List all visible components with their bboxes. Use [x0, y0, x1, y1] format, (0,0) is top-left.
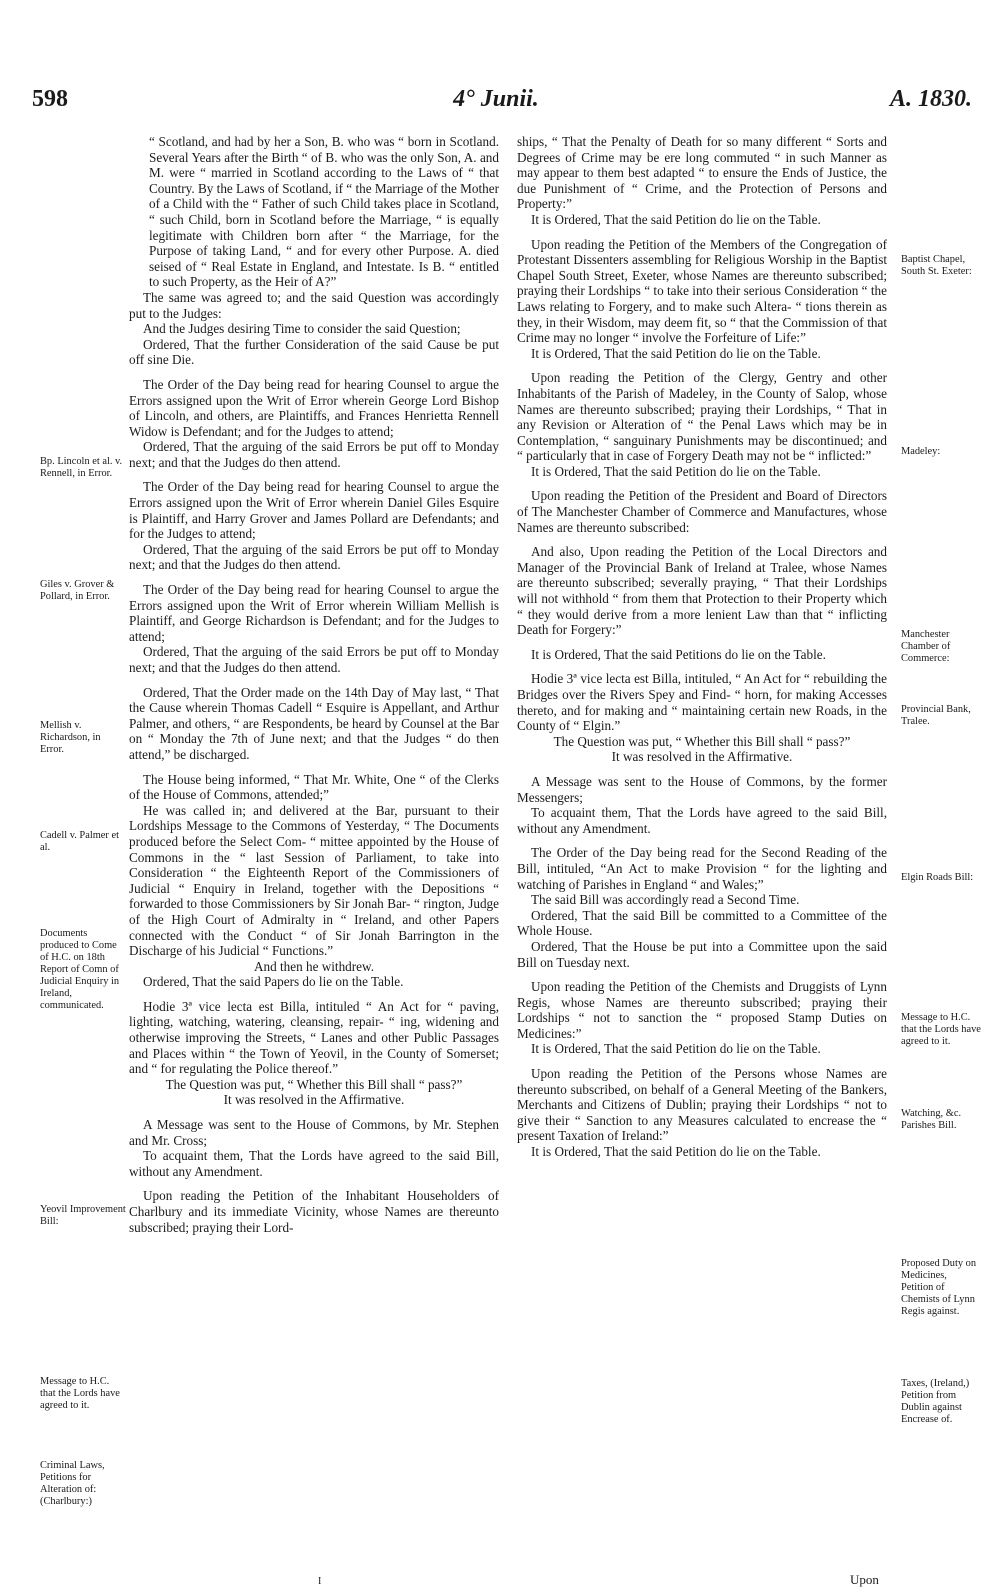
- paragraph: Upon reading the Petition of the Members of the Congregation of Protestant Dissenters assembling for Religious Worship in the Baptist Chapel South Street, Exeter, whose Names are thereunto subscribed; praying their Lordships “ to take into their serious Consideration “ the Laws relating to Forgery, and to make such Altera- “ tions therein as they, in their Wisdom, may deem fit, so “ that the Commission of that Crime may no longer “ involve the Forfeiture of Life:”: [517, 236, 887, 346]
- margin-note: Taxes, (Ireland,) Petition from Dublin against Encrease of.: [901, 1378, 970, 1425]
- paragraph: Upon reading the Petition of the Clergy, Gentry and other Inhabitants of the Parish of Madeley, in the County of Salop, whose Names are thereunto subscribed; praying their Lordships, “ That in any Revision or Alteration of “ the Penal Laws which may be in Contemplation, “ sanguinary Punishments may be discontinued; and “ particularly that in case of Forgery Death may not be “ inflicted:”: [517, 370, 887, 464]
- signature-mark: I: [318, 1576, 322, 1587]
- paragraph: It is Ordered, That the said Petition do lie on the Table.: [531, 211, 821, 227]
- paragraph: And then he withdrew.: [253, 958, 374, 974]
- documents-block: [129, 772, 499, 990]
- paragraph: A Message was sent to the House of Commons, by the former Messengers;: [517, 773, 887, 805]
- paragraph: Ordered, That the arguing of the said Errors be put off to Monday next; and that the Judges do then attend.: [129, 644, 499, 675]
- paragraph: Ordered, That the arguing of the said Errors be put off to Monday next; and that the Judges do then attend.: [129, 541, 499, 573]
- paragraph: A Message was sent to the House of Commons, by Mr. Stephen and Mr. Cross;: [129, 1117, 499, 1148]
- watching-bill-block: [517, 845, 887, 970]
- margin-note: Madeley:: [901, 446, 941, 457]
- margin-note: Cadell v. Palmer et al.: [40, 830, 119, 853]
- lynn-regis-block: [517, 979, 887, 1057]
- petitions-order-block: [517, 647, 887, 663]
- paragraph: Ordered, That the House be put into a Committee upon the said Bill on Tuesday next.: [517, 938, 887, 970]
- paragraph: The Question was put, “ Whether this Bill shall “ pass?”: [553, 733, 851, 749]
- paragraph: Ordered, That the said Papers do lie on the Table.: [143, 974, 404, 990]
- margin-note: Message to H.C. that the Lords have agreed to it.: [901, 1012, 981, 1047]
- paragraph: It is Ordered, That the said Petition do lie on the Table.: [531, 463, 821, 479]
- margin-note: Baptist Chapel, South St. Exeter:: [901, 254, 972, 277]
- giles-grover-block: [129, 479, 499, 573]
- paragraph: Hodie 3ª vice lecta est Billa, intituled “ An Act for “ paving, lighting, watching, watering, cleansing, repair- “ ing, widening and otherwise improving the Streets, “ Lanes and other Public Passages and Places within “ the Town of Yeovil, in the County of Somerset; and “ for regulating the Police thereof.”: [129, 998, 499, 1077]
- lincoln-rennell-block: [129, 377, 499, 471]
- margin-note: Documents produced to Come of H.C. on 18th Report of Comn of Judicial Enquiry in Ireland, communicated.: [40, 928, 120, 1011]
- paragraph: It was resolved in the Affirmative.: [223, 1092, 405, 1108]
- margin-note: Giles v. Grover & Pollard, in Error.: [40, 579, 115, 602]
- left-column: [129, 134, 499, 1244]
- paragraph: The Order of the Day being read for the Second Reading of the Bill, intituled, “An Act to make Provision “ for the lighting and watching of Parishes in England “ and Wales;”: [517, 845, 887, 892]
- mellish-richardson-block: [129, 582, 499, 676]
- dublin-block: [517, 1066, 887, 1160]
- paragraph: Ordered, That the said Bill be committed to a Committee of the Whole House.: [517, 907, 887, 939]
- paragraph: To acquaint them, That the Lords have agreed to the said Bill, without any Amendment.: [129, 1148, 499, 1179]
- margin-note: Elgin Roads Bill:: [901, 872, 974, 883]
- paragraph: He was called in; and delivered at the Bar, pursuant to their Lordships Message to the Commons of Yesterday, “ The Documents produced before the Select Com- “ mittee appointed by the House of Commons in the “ last Session of Parliament, to take into Consideration “ the Eighteenth Report of the Commissioners of Judicial “ Enquiry in Ireland, together with the Depositions “ forwarded to those Commissioners by Sir Jonah Bar- “ rington, Judge of the High Court of Admiralty in “ Ireland, and other Papers connected with the Conduct “ of Sir Jonah Barrington in the Discharge of his Judicial “ Functions.”: [129, 802, 499, 959]
- paragraph: Upon reading the Petition of the Inhabitant Householders of Charlbury and its immediate Vicinity, whose Names are thereunto subscribed; praying their Lord-: [129, 1188, 499, 1235]
- page-year: A. 1830.: [889, 86, 972, 112]
- paragraph: The House being informed, “ That Mr. White, One “ of the Clerks of the House of Commons, attended;”: [129, 771, 499, 803]
- scotland-question-block: [129, 134, 499, 368]
- margin-note: Bp. Lincoln et al. v. Rennell, in Error.: [40, 456, 123, 479]
- paragraph: To acquaint them, That the Lords have agreed to the said Bill, without any Amendment.: [517, 805, 887, 836]
- message-block: [517, 774, 887, 836]
- charlbury-block: [129, 1188, 499, 1235]
- paragraph: The Order of the Day being read for hearing Counsel to argue the Errors assigned upon the Writ of Error wherein William Mellish is Plaintiff, and George Richardson is Defendant; and for the Judges to attend;: [129, 582, 499, 644]
- question-text: “ Scotland, and had by her a Son, B. who was “ born in Scotland. Several Years after the Birth “ of B. who was the only Son, A. and M. were “ married in Scotland according to the Laws of “ that Country. By the Laws of Scotland, if “ the Marriage of the Mother of a Child with the “ Father of such Child takes place in Scotland, “ such Child, born in Scotland before the Marriage, “ is equally legitimate with Children born after “ the Marriage, for the Purpose of taking Land, “ and for every other Purpose. A. died seised of “ Real Estate in England, and Intestate. Is B. “ entitled to such Property, as the Heir of A?”: [149, 134, 499, 290]
- margin-note: Manchester Chamber of Commerce:: [901, 629, 951, 664]
- page-date-heading: 4° Junii.: [453, 86, 539, 112]
- paragraph: Upon reading the Petition of the Persons whose Names are thereunto subscribed, on behalf of a General Meeting of the Bankers, Merchants and Citizens of Dublin; praying their Lordships “ not to give their “ Sanction to any Measures calculated to encrease the “ present Taxation of Ireland:”: [517, 1066, 887, 1144]
- paragraph: The Question was put, “ Whether this Bill shall “ pass?”: [165, 1076, 463, 1092]
- paragraph: Ordered, That the arguing of the said Errors be put off to Monday next; and that the Judges do then attend.: [129, 439, 499, 470]
- margin-note: Watching, &c. Parishes Bill.: [901, 1108, 962, 1131]
- right-column: [517, 134, 887, 1169]
- tralee-block: [517, 544, 887, 638]
- charlbury-continued-block: [517, 134, 887, 228]
- paragraph: It is Ordered, That the said Petition do lie on the Table.: [531, 1144, 821, 1160]
- paragraph: Upon reading the Petition of the President and Board of Directors of The Manchester Chamber of Commerce and Manufactures, whose Names are thereunto subscribed:: [517, 488, 887, 535]
- paragraph: Hodie 3ª vice lecta est Billa, intituled, “ An Act for “ rebuilding the Bridges over the Rivers Spey and Find- “ horn, for making Accesses thereto, and for making and “ maintaining certain new Roads, in the County of “ Elgin.”: [517, 671, 887, 734]
- margin-note: Proposed Duty on Medicines, Petition of Chemists of Lynn Regis against.: [901, 1258, 977, 1317]
- cadell-palmer-block: [129, 685, 499, 763]
- margin-note: Yeovil Improvement Bill:: [40, 1204, 126, 1227]
- paragraph: It is Ordered, That the said Petitions do lie on the Table.: [531, 646, 826, 662]
- paragraph: The same was agreed to; and the said Question was accordingly put to the Judges:: [129, 289, 499, 321]
- catchword: Upon: [850, 1572, 879, 1587]
- margin-note: Criminal Laws, Petitions for Alteration of: (Charlbury:): [40, 1460, 105, 1507]
- margin-note: Message to H.C. that the Lords have agreed to it.: [40, 1376, 120, 1411]
- paragraph: The said Bill was accordingly read a Second Time.: [531, 892, 800, 908]
- message-block: [129, 1117, 499, 1179]
- margin-note: Provincial Bank, Tralee.: [901, 704, 971, 727]
- paragraph: And also, Upon reading the Petition of the Local Directors and Manager of the Provincial Bank of Ireland at Tralee, whose Names are thereunto subscribed; severally praying, “ That their Lordships will not withhold “ from them that Protection to their Property which “ they would derive from a more lenient Law than that “ inflicting Death for Forgery:”: [517, 544, 887, 638]
- paragraph: It was resolved in the Affirmative.: [611, 749, 793, 765]
- paragraph: And the Judges desiring Time to consider the said Question;: [143, 321, 461, 337]
- madeley-block: [517, 370, 887, 479]
- paragraph: It is Ordered, That the said Petition do lie on the Table.: [531, 345, 821, 361]
- margin-note: Mellish v. Richardson, in Error.: [40, 720, 101, 755]
- manchester-block: [517, 488, 887, 535]
- paragraph: The Order of the Day being read for hearing Counsel to argue the Errors assigned upon the Writ of Error wherein Daniel Giles Esquire is Plaintiff, and Harry Grover and James Pollard are Defendants; and for the Judges to attend;: [129, 479, 499, 542]
- paragraph: Ordered, That the further Consideration of the said Cause be put off sine Die.: [129, 336, 499, 368]
- page-number: 598: [32, 86, 68, 112]
- paragraph: It is Ordered, That the said Petition do lie on the Table.: [531, 1041, 821, 1057]
- baptist-chapel-block: [517, 237, 887, 362]
- elgin-bill-block: [517, 671, 887, 765]
- paragraph: ships, “ That the Penalty of Death for so many different “ Sorts and Degrees of Crime may be ere long commuted “ in such Manner as may appear to them best adapted “ to ensure the Ends of Justice, the due Punishment of “ Crime, and the Protection of Persons and Property:”: [517, 134, 887, 212]
- paragraph: Ordered, That the Order made on the 14th Day of May last, “ That the Cause wherein Thomas Cadell “ Esquire is Appellant, and Arthur Palmer, and others, “ are Respondents, be heard by Counsel at the Bar on “ Monday the 7th of June next; and that the Judges “ do then attend,” be discharged.: [129, 684, 499, 762]
- yeovil-bill-block: [129, 999, 499, 1108]
- paragraph: The Order of the Day being read for hearing Counsel to argue the Errors assigned upon the Writ of Error wherein George Lord Bishop of Lincoln, and others, are Plaintiffs, and Frances Henrietta Rennell Widow is Defendant; and for the Judges to attend;: [129, 376, 499, 439]
- paragraph: Upon reading the Petition of the Chemists and Druggists of Lynn Regis, whose Names are thereunto subscribed; praying their Lordships “ not to sanction the “ proposed Stamp Duties on Medicines:”: [517, 979, 887, 1041]
